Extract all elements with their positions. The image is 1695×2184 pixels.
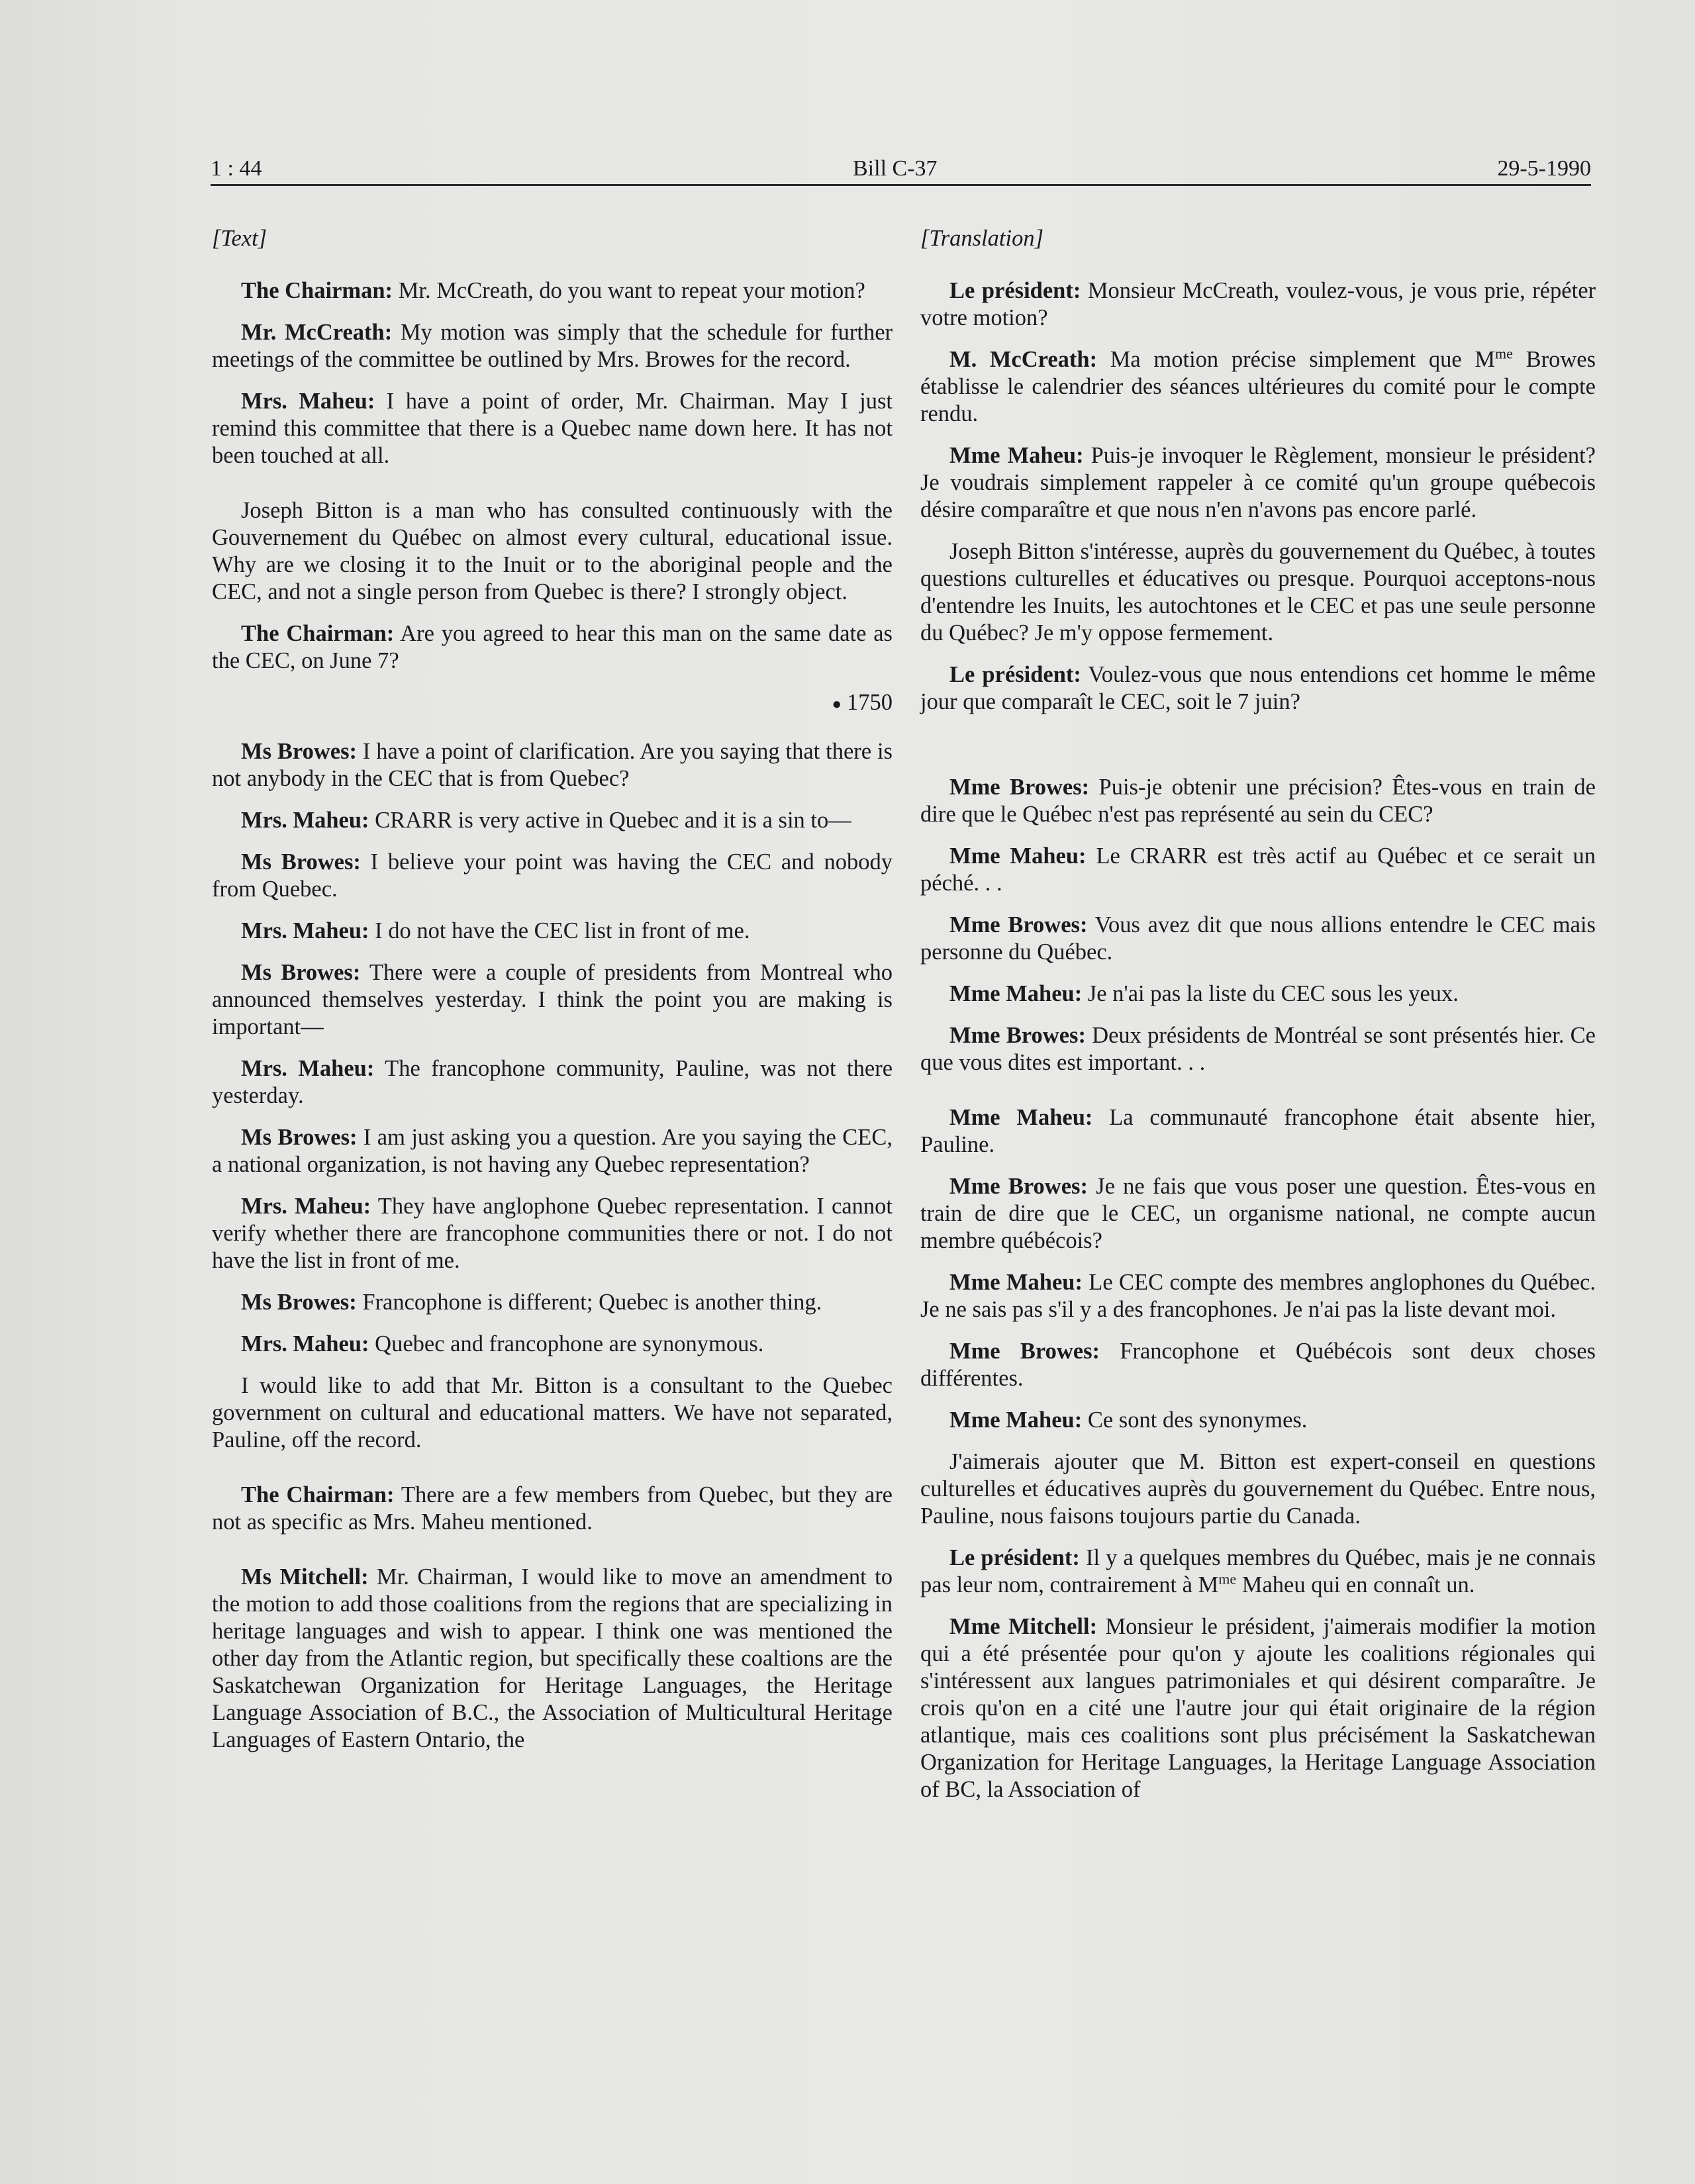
- paragraph-text: Browes établisse le calendrier des séances ultérieures du comité pour le compte rendu.: [920, 347, 1596, 426]
- speaker-name: Le président:: [949, 662, 1081, 687]
- paragraph: [920, 346, 1596, 428]
- paragraph: [212, 620, 893, 675]
- page-header: [211, 144, 1591, 186]
- paragraph: [212, 1331, 893, 1358]
- paragraph-text: Quebec and francophone are synonymous.: [369, 1331, 764, 1356]
- paragraph-text: Deux présidents de Montréal se sont présentés hier. Ce que vous dites est important. . .: [920, 1023, 1596, 1075]
- superscript: me: [1218, 1570, 1237, 1588]
- speaker-name: Mme Mitchell:: [949, 1614, 1098, 1639]
- paragraph-text: The francophone community, Pauline, was not there yesterday.: [212, 1055, 893, 1108]
- paragraph: [212, 738, 893, 792]
- paragraph-text: Je ne fais que vous poser une question. Êtes-vous en train de dire que le CEC, un organisme national, ne compte aucun membre québécois?: [920, 1174, 1596, 1253]
- paragraph: [920, 442, 1596, 524]
- paragraph: [212, 1372, 893, 1454]
- paragraph-text: I have a point of order, Mr. Chairman. May I just remind this committee that there is a Quebec name down here. It has not been touched at all.: [212, 389, 893, 468]
- time-marker: [212, 689, 893, 718]
- document-title: Bill C-37: [853, 156, 938, 181]
- speaker-name: The Chairman:: [241, 278, 393, 303]
- paragraph: [212, 959, 893, 1041]
- paragraph-text: Mr. Chairman, I would like to move an amendment to the motion to add those coalitions from the regions that are specializing in heritage languages and wish to appear. I think one was mentioned the other day from the Atlantic region, but specifically these coaltions are the Saskatchewan Organization for Heritage Languages, the Heritage Language Association of B.C., the Association of Multicultural Heritage Languages of Eastern Ontario, the: [212, 1564, 893, 1752]
- paragraph: [920, 1338, 1596, 1392]
- paragraph-text: There are a few members from Quebec, but they are not as specific as Mrs. Maheu mentioned.: [212, 1482, 893, 1535]
- paragraph: [920, 661, 1596, 716]
- paragraph-text: I am just asking you a question. Are you saying the CEC, a national organization, is not having any Quebec representation?: [212, 1124, 893, 1177]
- paragraph-text: Voulez-vous que nous entendions cet homme le même jour que comparaît le CEC, soit le 7 juin?: [920, 662, 1596, 714]
- speaker-name: Mme Browes:: [949, 1174, 1088, 1199]
- paragraph: [212, 849, 893, 903]
- paragraph: [212, 497, 893, 606]
- paragraph-text: Le CEC compte des membres anglophones du Québec. Je ne sais pas s'il y a des francophones. Je n'ai pas la liste devant moi.: [920, 1270, 1596, 1322]
- speaker-name: Mme Browes:: [949, 1339, 1100, 1364]
- paragraph-text: Je n'ai pas la liste du CEC sous les yeux.: [1082, 981, 1459, 1006]
- speaker-name: Mrs. Maheu:: [241, 807, 369, 833]
- paragraph: [212, 277, 893, 305]
- french-column: [920, 225, 1596, 1818]
- paragraph: [920, 1104, 1596, 1159]
- speaker-name: Mme Maheu:: [949, 1105, 1093, 1130]
- paragraph-text: I have a point of clarification. Are you saying that there is not anybody in the CEC that is from Quebec?: [212, 738, 893, 791]
- speaker-name: Mrs. Maheu:: [241, 1331, 369, 1356]
- paragraph-text: J'aimerais ajouter que M. Bitton est expert-conseil en questions culturelles et éducatives auprès du gouvernement du Québec. Entre nous, Pauline, nous faisons toujours partie du Canada.: [920, 1449, 1596, 1529]
- superscript: me: [1495, 345, 1513, 362]
- paragraph: [212, 1289, 893, 1316]
- paragraph-text: Monsieur McCreath, voulez-vous, je vous prie, répéter votre motion?: [920, 278, 1596, 330]
- paragraph: [920, 1544, 1596, 1599]
- paragraph-text: La communauté francophone était absente hier, Pauline.: [920, 1105, 1596, 1157]
- speaker-name: Mme Maheu:: [949, 981, 1083, 1006]
- paragraph-text: Ma motion précise simplement que M: [1097, 347, 1496, 372]
- paragraph: [920, 1448, 1596, 1530]
- speaker-name: Mrs. Maheu:: [241, 1193, 371, 1219]
- speaker-name: Ms Mitchell:: [241, 1564, 369, 1590]
- paragraph: [920, 1269, 1596, 1323]
- paragraph-text: I believe your point was having the CEC and nobody from Quebec.: [212, 849, 893, 902]
- speaker-name: Mme Maheu:: [949, 1407, 1083, 1433]
- paragraph-text: I do not have the CEC list in front of me.: [369, 918, 750, 943]
- paragraph-text: Are you agreed to hear this man on the same date as the CEC, on June 7?: [212, 621, 893, 673]
- page-number: 1 : 44: [211, 156, 262, 181]
- paragraph-text: Il y a quelques membres du Québec, mais je ne connais pas leur nom, contrairement à M: [920, 1545, 1596, 1597]
- speaker-name: Ms Browes:: [241, 849, 361, 875]
- speaker-name: Mrs. Maheu:: [241, 918, 369, 943]
- paragraph: [212, 388, 893, 469]
- speaker-name: Ms Browes:: [241, 1124, 358, 1150]
- paragraph-text: They have anglophone Quebec representation. I cannot verify whether there are francophone communities there or not. I do not have the list in front of me.: [212, 1193, 893, 1273]
- paragraph: [212, 1124, 893, 1178]
- speaker-name: Ms Browes:: [241, 738, 357, 764]
- paragraph-text: Puis-je invoquer le Règlement, monsieur le président? Je voudrais simplement rappeler à ce comité qu'un groupe québecois désire comparaître et que nous n'en n'avons pas encore parlé.: [920, 443, 1596, 522]
- speaker-name: Mrs. Maheu:: [241, 1055, 375, 1081]
- english-column: [212, 225, 893, 1768]
- speaker-name: Mme Maheu:: [949, 443, 1084, 468]
- speaker-name: The Chairman:: [241, 1482, 395, 1507]
- paragraph: [212, 1055, 893, 1110]
- speaker-name: Ms Browes:: [241, 1289, 357, 1315]
- speaker-name: Mme Maheu:: [949, 843, 1087, 869]
- paragraph: [920, 980, 1596, 1008]
- speaker-name: Mr. McCreath:: [241, 320, 393, 345]
- paragraph-text: Vous avez dit que nous allions entendre le CEC mais personne du Québec.: [920, 912, 1596, 965]
- paragraph-text: Ce sont des synonymes.: [1082, 1407, 1308, 1433]
- paragraph-text: Joseph Bitton is a man who has consulted continuously with the Gouvernement du Québec on almost every cultural, educational issue. Why are we closing it to the Inuit or to the aboriginal people and the CEC, and not a single person from Quebec is there? I strongly object.: [212, 498, 893, 604]
- speaker-name: Le président:: [949, 278, 1081, 303]
- paragraph: [920, 912, 1596, 966]
- paragraph-text: My motion was simply that the schedule for further meetings of the committee be outlined by Mrs. Browes for the record.: [212, 320, 893, 372]
- paragraph-text: Francophone et Québécois sont deux choses différentes.: [920, 1339, 1596, 1391]
- bullet-icon: ●: [832, 695, 842, 713]
- paragraph: [212, 319, 893, 373]
- paragraph-text: Joseph Bitton s'intéresse, auprès du gouvernement du Québec, à toutes questions culturelles et éducatives ou presque. Pourquoi acceptons-nous d'entendre les Inuits, les autochtones et le CEC et pas une seule personne du Québec? Je m'y oppose fermement.: [920, 539, 1596, 645]
- paragraph: [920, 1022, 1596, 1076]
- paragraph: [212, 807, 893, 834]
- paragraph: [920, 1613, 1596, 1803]
- paragraph-text: Monsieur le président, j'aimerais modifier la motion qui a été présentée pour qu'on y ajoute les coalitions régionales qui s'intéressent aux langues patrimoniales et qui désirent comparaître. Je crois qu'on en a cité une l'autre jour qui était originaire de la région atlantique, mais ces coalitions sont plus précisément la Saskatchewan Organization for Heritage Languages, la Heritage Language Association of BC, la Association of: [920, 1614, 1596, 1802]
- speaker-name: Mme Browes:: [949, 912, 1088, 937]
- paragraph: [920, 538, 1596, 647]
- paragraph: [920, 774, 1596, 828]
- paragraph: [212, 1564, 893, 1754]
- paragraph: [920, 277, 1596, 332]
- paragraph-text: CRARR is very active in Quebec and it is a sin to—: [369, 807, 851, 833]
- paragraph-text: Le CRARR est très actif au Québec et ce serait un péché. . .: [920, 843, 1596, 896]
- speaker-name: Mme Browes:: [949, 1023, 1086, 1048]
- speaker-name: Mme Browes:: [949, 775, 1090, 800]
- paragraph: [212, 1482, 893, 1536]
- speaker-name: Ms Browes:: [241, 959, 361, 985]
- speaker-name: Mrs. Maheu:: [241, 389, 375, 414]
- time-marker-value: 1750: [847, 690, 893, 715]
- document-date: 29-5-1990: [1497, 156, 1591, 181]
- speaker-name: Le président:: [949, 1545, 1080, 1570]
- speaker-name: M. McCreath:: [949, 347, 1098, 372]
- speaker-name: The Chairman:: [241, 621, 395, 646]
- paragraph-text: Maheu qui en connaît un.: [1236, 1572, 1475, 1597]
- paragraph-text: Francophone is different; Quebec is another thing.: [356, 1289, 822, 1315]
- paragraph-text: Mr. McCreath, do you want to repeat your motion?: [393, 278, 865, 303]
- column-heading: [Translation]: [920, 226, 1043, 251]
- paragraph: [920, 1173, 1596, 1255]
- paragraph-text: Puis-je obtenir une précision? Êtes-vous en train de dire que le Québec n'est pas représenté au sein du CEC?: [920, 775, 1596, 827]
- paragraph: [212, 1193, 893, 1274]
- paragraph-text: There were a couple of presidents from Montreal who announced themselves yesterday. I think the point you are making is important—: [212, 959, 893, 1039]
- paragraph: [920, 843, 1596, 897]
- column-heading: [Text]: [212, 226, 267, 251]
- speaker-name: Mme Maheu:: [949, 1270, 1083, 1295]
- paragraph-text: I would like to add that Mr. Bitton is a consultant to the Quebec government on cultural and educational matters. We have not separated, Pauline, off the record.: [212, 1372, 893, 1452]
- paragraph: [212, 918, 893, 945]
- paragraph: [920, 1407, 1596, 1434]
